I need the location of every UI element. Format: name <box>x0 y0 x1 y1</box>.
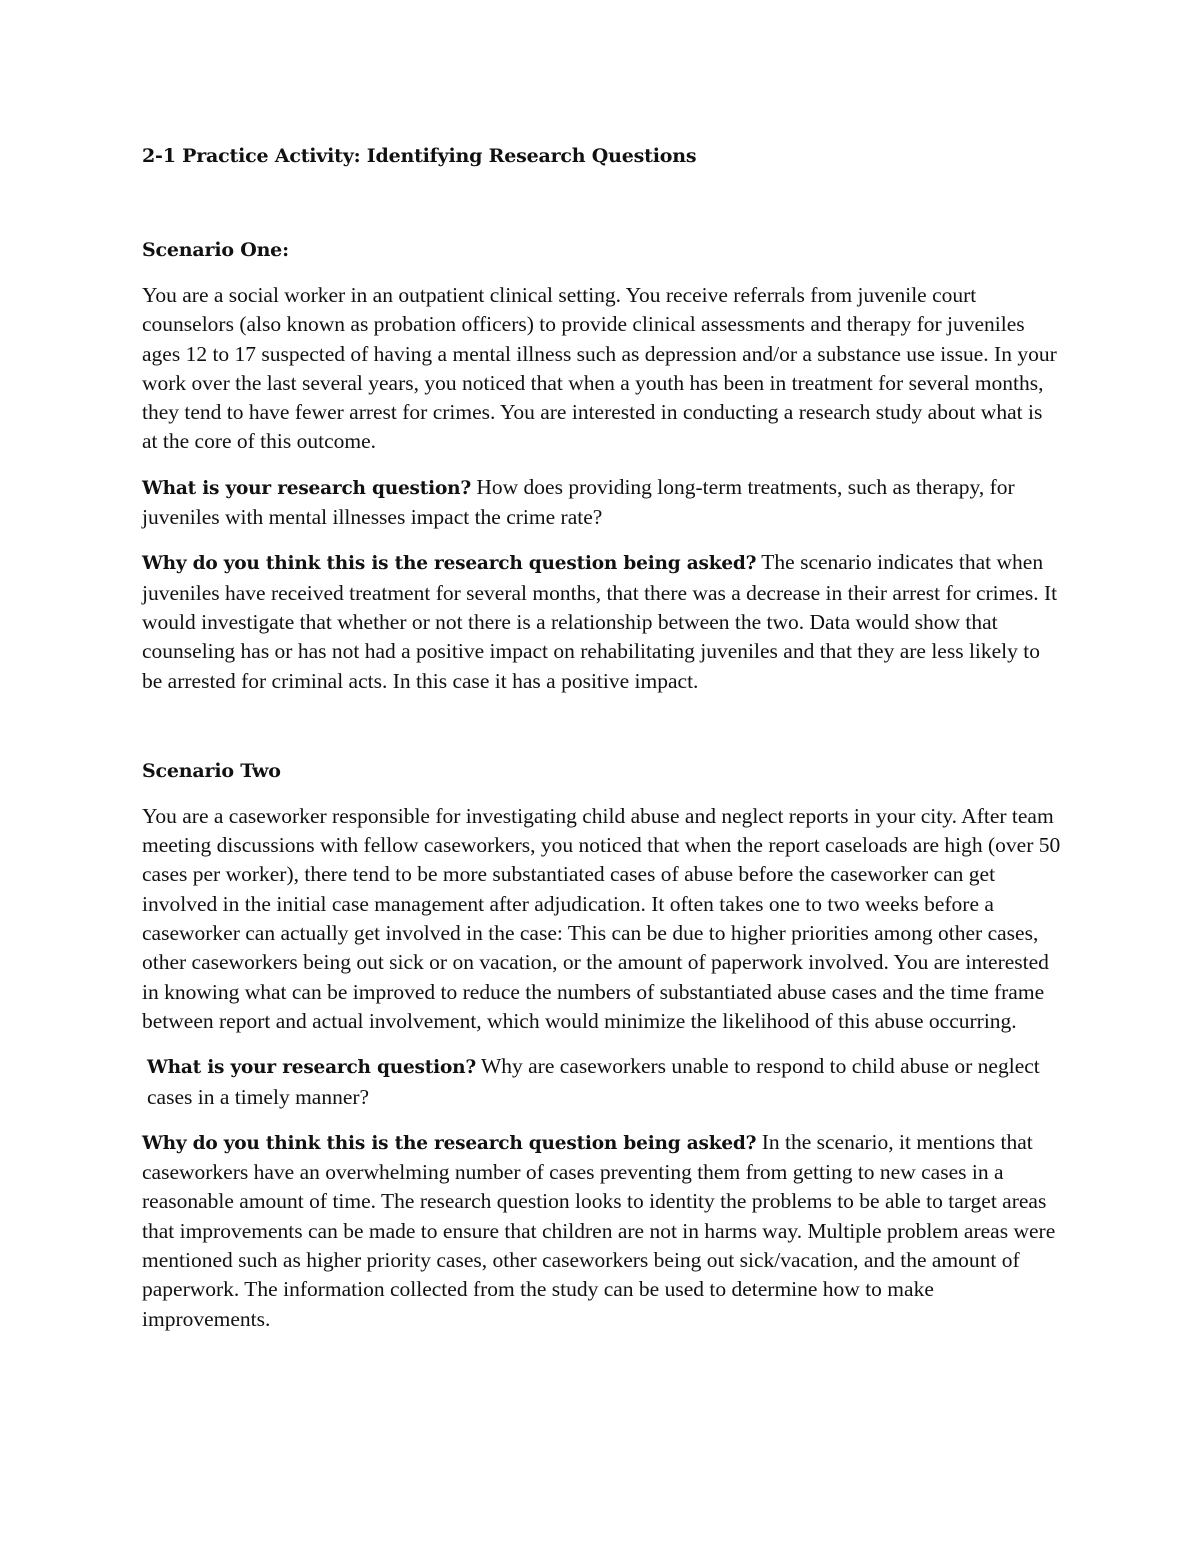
research-question-label: What is your research question? <box>147 1057 476 1079</box>
scenario-one-why <box>142 548 1062 695</box>
scenario-one-section <box>142 236 1062 696</box>
scenario-one-research-question <box>142 473 1062 533</box>
research-question-answer: How does providing long-term treatments, such as therapy, for juveniles with mental illnesses impact the crime rate? <box>142 474 1015 530</box>
scenario-two-heading: Scenario Two <box>142 759 281 782</box>
scenario-two-section <box>142 757 1062 1334</box>
scenario-one-body: You are a social worker in an outpatient clinical setting. You receive referrals from juvenile court counselors (also known as probation officers) to provide clinical assessments and therapy for juveniles ages 12 to 17 suspected of having a mental illness such as depression and/or a substance use issue. In your work over the last several years, you noticed that when a youth has been in treatment for several months, they tend to have fewer arrest for crimes. You are interested in conducting a research study about what is at the core of this outcome. <box>142 283 1057 454</box>
why-question-label: Why do you think this is the research question being asked? <box>142 1132 757 1154</box>
document-title: 2-1 Practice Activity: Identifying Research Questions <box>142 145 697 167</box>
research-question-answer: Why are caseworkers unable to respond to child abuse or neglect cases in a timely manner? <box>147 1054 1040 1109</box>
research-question-label: What is your research question? <box>142 477 471 499</box>
scenario-two-research-question <box>142 1052 1062 1112</box>
document-page <box>142 140 1062 1350</box>
why-question-answer: In the scenario, it mentions that caseworkers have an overwhelming number of cases preventing them from getting to new cases in a reasonable amount of time. The research question looks to identity the problems to be able to target areas that improvements can be made to ensure that children are not in harms way. Multiple problem areas were mentioned such as higher priority cases, other caseworkers being out sick/vacation, and the amount of paperwork. The information collected from the study can be used to determine how to make improvements. <box>142 1129 1056 1331</box>
section-spacer <box>142 712 1062 757</box>
why-question-label: Why do you think this is the research question being asked? <box>142 553 757 575</box>
scenario-two-why <box>142 1128 1062 1334</box>
scenario-one-heading: Scenario One: <box>142 239 289 261</box>
scenario-two-body: You are a caseworker responsible for investigating child abuse and neglect reports in your city. After team meeting discussions with fellow caseworkers, you noticed that when the report caseloads are high (over 50 cases per worker), there tend to be more substantiated cases of abuse before the caseworker can get involved in the initial case management after adjudication. It often takes one to two weeks before a caseworker can actually get involved in the case: This can be due to higher priorities among other cases, other caseworkers being out sick or on vacation, or the amount of paperwork involved. You are interested in knowing what can be improved to reduce the numbers of substantiated abuse cases and the time frame between report and actual involvement, which would minimize the likelihood of this abuse occurring. <box>142 803 1061 1033</box>
why-question-answer: The scenario indicates that when juveniles have received treatment for several months, that there was a decrease in their arrest for crimes. It would investigate that whether or not there is a relationship between the two. Data would show that counseling has or has not had a positive impact on rehabilitating juveniles and that they are less likely to be arrested for criminal acts. In this case it has a positive impact. <box>142 550 1058 693</box>
